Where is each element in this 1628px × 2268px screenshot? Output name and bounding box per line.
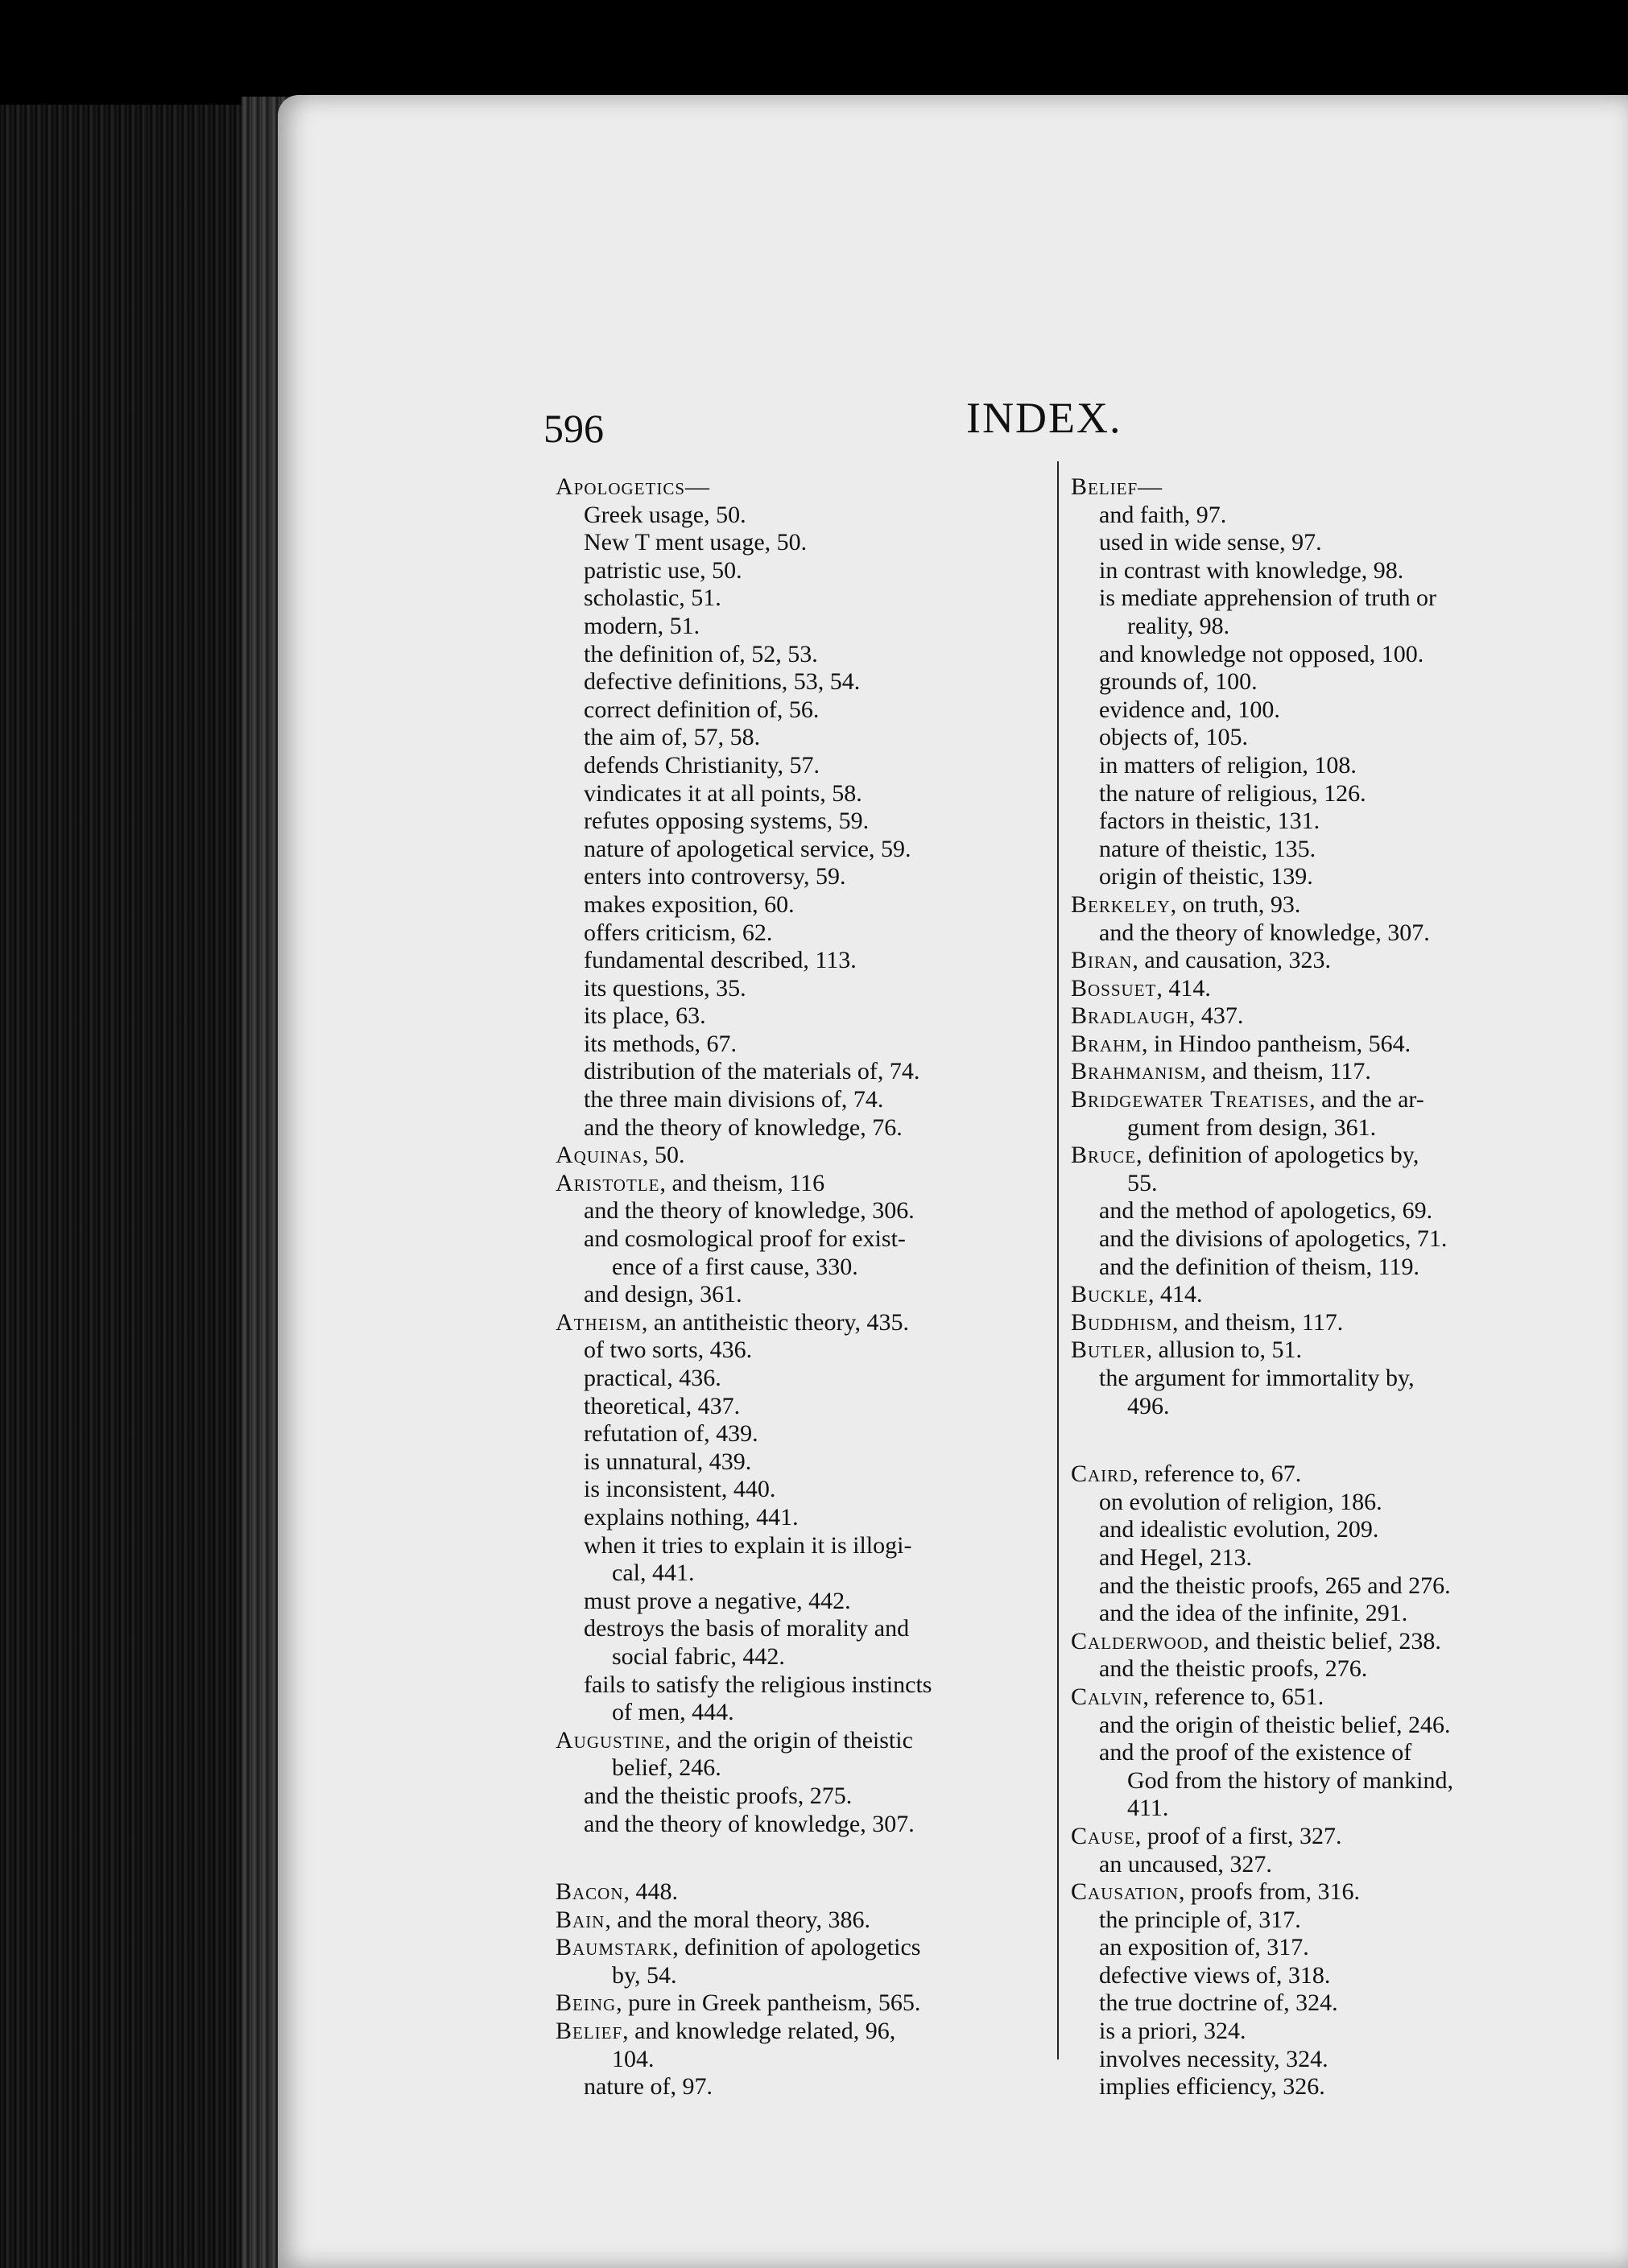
- index-heading-entry: [1071, 1086, 1578, 1114]
- index-subentry: [1071, 1712, 1578, 1740]
- index-entry-text: distribution of the materials of, 74.: [584, 1058, 920, 1085]
- index-entry-text: 411.: [1127, 1795, 1169, 1822]
- index-subentry: [1071, 752, 1578, 780]
- index-headword: Biran: [1071, 947, 1133, 974]
- index-entry-text: , proof of a first, 327.: [1134, 1822, 1342, 1849]
- index-heading-entry: [1071, 1142, 1578, 1170]
- index-entry-text: , and the ar-: [1309, 1086, 1424, 1113]
- index-entry-text: is inconsistent, 440.: [584, 1476, 776, 1503]
- index-headword: Bridgewater Treatises: [1071, 1086, 1310, 1113]
- index-entry-text: , reference to, 651.: [1142, 1683, 1324, 1710]
- index-entry-text: , on truth, 93.: [1170, 890, 1301, 918]
- index-subentry: [1071, 641, 1578, 669]
- index-entry-text: , an antitheistic theory, 435.: [641, 1308, 909, 1336]
- index-headword: Brahmanism: [1071, 1058, 1200, 1085]
- index-entry-text: its methods, 67.: [584, 1030, 738, 1057]
- index-entry-text: the principle of, 317.: [1099, 1906, 1301, 1933]
- index-entry-text: and faith, 97.: [1099, 501, 1227, 528]
- index-entry-text: the nature of religious, 126.: [1099, 779, 1366, 807]
- index-headword: Bacon: [556, 1878, 624, 1906]
- index-subentry: [1071, 1254, 1578, 1282]
- index-entry-text: involves necessity, 324.: [1099, 2045, 1328, 2072]
- index-entry-text: refutes opposing systems, 59.: [584, 808, 870, 835]
- index-entry-text: , 414.: [1156, 974, 1211, 1002]
- index-entry-text: evidence and, 100.: [1099, 696, 1280, 723]
- index-subentry: [1071, 1170, 1578, 1198]
- index-entry-text: , 437.: [1188, 1002, 1244, 1030]
- index-subentry: [1071, 529, 1578, 557]
- index-subentry: [1071, 1516, 1578, 1544]
- index-headword: Atheism: [556, 1308, 642, 1336]
- index-heading-entry: [1071, 1058, 1578, 1086]
- index-entry-text: , definition of apologetics: [672, 1934, 921, 1961]
- index-entry-text: New T ment usage, 50.: [584, 529, 808, 556]
- index-headword: Belief—: [1071, 473, 1163, 500]
- index-headword: Being: [556, 1989, 617, 2017]
- index-subentry: [1071, 1962, 1578, 1990]
- index-entry-text: , and theism, 117.: [1200, 1058, 1371, 1085]
- index-entry-text: , and causation, 323.: [1132, 947, 1331, 974]
- index-entry-text: defective definitions, 53, 54.: [584, 668, 861, 696]
- index-subentry: [1071, 1934, 1578, 1962]
- index-entry-text: must prove a negative, 442.: [584, 1587, 851, 1614]
- index-entry-text: , and knowledge related, 96,: [622, 2018, 896, 2045]
- index-entry-text: nature of theistic, 135.: [1099, 835, 1316, 862]
- index-subentry: [1071, 557, 1578, 585]
- index-subentry: [1071, 1225, 1578, 1254]
- index-entry-text: the true doctrine of, 324.: [1099, 1989, 1338, 2017]
- index-entry-text: fundamental described, 113.: [584, 947, 857, 974]
- index-entry-text: reality, 98.: [1127, 612, 1230, 639]
- index-entry-text: gument from design, 361.: [1127, 1113, 1377, 1141]
- index-entry-text: and Hegel, 213.: [1099, 1543, 1252, 1571]
- index-entry-text: when it tries to explain it is illogi-: [584, 1531, 912, 1559]
- index-entry-text: and design, 361.: [584, 1281, 742, 1308]
- index-entry-text: , and the origin of theistic: [664, 1726, 913, 1754]
- index-entry-text: destroys the basis of morality and: [584, 1615, 910, 1642]
- page-header: [278, 300, 1628, 451]
- index-entry-text: scholastic, 51.: [584, 585, 721, 612]
- book-spine: [0, 105, 242, 2268]
- index-subentry: [1071, 613, 1578, 641]
- index-heading-entry: [1071, 1309, 1578, 1337]
- index-entry-text: theoretical, 437.: [584, 1392, 741, 1419]
- index-entry-text: social fabric, 442.: [612, 1642, 785, 1670]
- index-entry-text: , and theism, 117.: [1172, 1308, 1344, 1336]
- index-heading-entry: [1071, 1281, 1578, 1309]
- index-entry-text: , pure in Greek pantheism, 565.: [616, 1989, 921, 2017]
- index-entry-text: offers criticism, 62.: [584, 919, 773, 946]
- index-entry-text: , proofs from, 316.: [1179, 1878, 1360, 1906]
- index-subentry: [1071, 1365, 1578, 1393]
- index-entry-text: vindicates it at all points, 58.: [584, 779, 862, 807]
- index-entry-text: used in wide sense, 97.: [1099, 529, 1322, 556]
- index-subentry: [1071, 1851, 1578, 1879]
- index-subentry: [1071, 863, 1578, 891]
- index-subentry: [1071, 1600, 1578, 1628]
- index-entry-text: , 448.: [623, 1878, 679, 1906]
- index-entry-text: is a priori, 324.: [1099, 2018, 1246, 2045]
- index-headword: Causation: [1071, 1878, 1180, 1906]
- index-subentry: [1071, 2046, 1578, 2074]
- index-entry-text: 496.: [1127, 1392, 1170, 1419]
- index-headword: Calderwood: [1071, 1627, 1204, 1655]
- index-entry-text: , in Hindoo pantheism, 564.: [1142, 1030, 1411, 1057]
- index-entry-text: defends Christianity, 57.: [584, 751, 820, 779]
- index-subentry: [1071, 2018, 1578, 2046]
- index-entry-text: the aim of, 57, 58.: [584, 724, 761, 751]
- entry-gap: [1071, 1420, 1578, 1460]
- index-entry-text: the three main divisions of, 74.: [584, 1086, 884, 1113]
- index-headword: Belief: [556, 2018, 623, 2045]
- index-entry-text: an uncaused, 327.: [1099, 1850, 1272, 1878]
- index-headword: Buddhism: [1071, 1308, 1173, 1336]
- index-subentry: [1071, 1489, 1578, 1517]
- index-entry-text: ence of a first cause, 330.: [612, 1253, 858, 1280]
- index-entry-text: belief, 246.: [612, 1754, 721, 1782]
- index-entry-text: , and the moral theory, 386.: [605, 1906, 870, 1933]
- index-page: [278, 95, 1628, 2268]
- page-number: 596: [543, 406, 604, 451]
- index-entry-text: the argument for immortality by,: [1099, 1365, 1415, 1391]
- index-subentry: [1071, 780, 1578, 808]
- index-entry-text: , 414.: [1148, 1281, 1203, 1308]
- index-entry-text: and the definition of theism, 119.: [1099, 1253, 1419, 1280]
- index-subentry: [1071, 1655, 1578, 1683]
- index-heading-entry: [1071, 1031, 1578, 1059]
- index-entry-text: and the theistic proofs, 275.: [584, 1782, 853, 1809]
- index-heading-entry: [1071, 1823, 1578, 1851]
- index-column-right: [1071, 473, 1578, 2101]
- index-entry-text: implies efficiency, 326.: [1099, 2073, 1325, 2101]
- index-entry-text: God from the history of mankind,: [1127, 1766, 1453, 1794]
- index-entry-text: in contrast with knowledge, 98.: [1099, 556, 1404, 584]
- index-subentry: [1071, 1989, 1578, 2018]
- index-subentry: [1071, 919, 1578, 948]
- index-entry-text: 55.: [1127, 1169, 1158, 1196]
- index-headword: Bain: [556, 1906, 605, 1933]
- index-headword: Butler: [1071, 1336, 1147, 1364]
- index-headword: Bossuet: [1071, 974, 1157, 1002]
- index-entry-text: enters into controversy, 59.: [584, 863, 846, 890]
- index-entry-text: nature of, 97.: [584, 2073, 713, 2101]
- index-subentry: [1071, 1197, 1578, 1225]
- index-subentry: [1071, 1572, 1578, 1601]
- index-entry-text: , definition of apologetics by,: [1136, 1142, 1419, 1169]
- index-heading-entry: [1071, 1336, 1578, 1365]
- index-headword: Calvin: [1071, 1683, 1143, 1710]
- index-entry-text: of men, 444.: [612, 1699, 734, 1726]
- index-heading-entry: [1071, 1683, 1578, 1712]
- index-entry-text: and the theory of knowledge, 307.: [584, 1810, 915, 1837]
- index-entry-text: its questions, 35.: [584, 974, 746, 1002]
- index-entry-text: correct definition of, 56.: [584, 696, 820, 723]
- index-entry-text: makes exposition, 60.: [584, 890, 795, 918]
- index-entry-text: its place, 63.: [584, 1002, 706, 1030]
- index-headword: Aquinas: [556, 1142, 643, 1169]
- index-entry-text: and the idea of the infinite, 291.: [1099, 1600, 1408, 1627]
- index-entry-text: , and theism, 116: [659, 1169, 825, 1196]
- index-headword: Bradlaugh: [1071, 1002, 1189, 1030]
- index-heading-entry: [1071, 947, 1578, 975]
- index-entry-text: cal, 441.: [612, 1560, 695, 1587]
- index-entry-text: and cosmological proof for exist-: [584, 1225, 906, 1253]
- index-subentry: [1071, 502, 1578, 530]
- index-entry-text: in matters of religion, 108.: [1099, 751, 1357, 779]
- index-headword: Bruce: [1071, 1142, 1137, 1169]
- index-subentry: [1071, 836, 1578, 864]
- index-headword: Caird: [1071, 1460, 1133, 1488]
- index-headword: Cause: [1071, 1822, 1135, 1849]
- index-subentry: [1071, 1767, 1578, 1795]
- index-entry-text: refutation of, 439.: [584, 1420, 758, 1448]
- index-entry-text: on evolution of religion, 186.: [1099, 1488, 1382, 1515]
- index-entry-text: is unnatural, 439.: [584, 1448, 752, 1475]
- index-heading-entry: [1071, 1628, 1578, 1656]
- index-heading-entry: [1071, 1002, 1578, 1031]
- index-entry-text: , 50.: [643, 1142, 685, 1169]
- index-heading-entry: [1071, 473, 1578, 502]
- index-entry-text: and the proof of the existence of: [1099, 1739, 1412, 1766]
- index-entry-text: Greek usage, 50.: [584, 501, 746, 528]
- index-headword: Brahm: [1071, 1030, 1142, 1057]
- index-subentry: [1071, 1544, 1578, 1572]
- index-headword: Apologetics—: [556, 473, 711, 500]
- index-entry-text: , reference to, 67.: [1132, 1460, 1302, 1488]
- page-title: INDEX.: [966, 394, 1122, 442]
- index-heading-entry: [1071, 975, 1578, 1003]
- index-entry-text: practical, 436.: [584, 1365, 721, 1391]
- index-heading-entry: [1071, 1460, 1578, 1489]
- index-entry-text: is mediate apprehension of truth or: [1099, 585, 1437, 612]
- index-subentry: [1071, 1907, 1578, 1935]
- index-entry-text: patristic use, 50.: [584, 556, 742, 584]
- index-entry-text: modern, 51.: [584, 612, 700, 639]
- index-headword: Aristotle: [556, 1169, 660, 1196]
- index-subentry: [1071, 1114, 1578, 1142]
- index-headword: Buckle: [1071, 1281, 1149, 1308]
- index-subentry: [1071, 696, 1578, 725]
- index-entry-text: and the theistic proofs, 265 and 276.: [1099, 1572, 1451, 1599]
- index-subentry: [1071, 724, 1578, 752]
- index-entry-text: , and theistic belief, 238.: [1203, 1627, 1441, 1655]
- index-entry-text: explains nothing, 441.: [584, 1503, 799, 1531]
- index-subentry: [1071, 2073, 1578, 2101]
- index-entry-text: and the method of apologetics, 69.: [1099, 1197, 1433, 1225]
- index-entry-text: objects of, 105.: [1099, 724, 1248, 751]
- index-entry-text: 104.: [612, 2045, 655, 2072]
- index-headword: Augustine: [556, 1726, 665, 1754]
- index-entry-text: grounds of, 100.: [1099, 668, 1258, 696]
- index-subentry: [1071, 585, 1578, 613]
- index-entry-text: and the theistic proofs, 276.: [1099, 1655, 1368, 1683]
- index-entry-text: defective views of, 318.: [1099, 1961, 1331, 1989]
- index-heading-entry: [1071, 891, 1578, 919]
- index-subentry: [1071, 1739, 1578, 1767]
- index-entry-text: and the theory of knowledge, 76.: [584, 1113, 903, 1141]
- index-headword: Berkeley: [1071, 890, 1171, 918]
- index-entry-text: and the theory of knowledge, 307.: [1099, 919, 1430, 946]
- index-entry-text: and the origin of theistic belief, 246.: [1099, 1711, 1451, 1738]
- index-entry-text: fails to satisfy the religious instincts: [584, 1671, 932, 1698]
- index-entry-text: of two sorts, 436.: [584, 1336, 753, 1364]
- index-entry-text: the definition of, 52, 53.: [584, 640, 818, 667]
- index-entry-text: nature of apologetical service, 59.: [584, 835, 911, 862]
- index-subentry: [1071, 1393, 1578, 1421]
- index-entry-text: an exposition of, 317.: [1099, 1934, 1309, 1961]
- index-entry-text: , allusion to, 51.: [1146, 1336, 1303, 1364]
- index-heading-entry: [1071, 1878, 1578, 1907]
- index-entry-text: by, 54.: [612, 1961, 677, 1989]
- index-entry-text: origin of theistic, 139.: [1099, 863, 1313, 890]
- index-subentry: [1071, 668, 1578, 696]
- index-entry-text: factors in theistic, 131.: [1099, 808, 1320, 835]
- index-subentry: [1071, 1795, 1578, 1823]
- index-entry-text: and the divisions of apologetics, 71.: [1099, 1225, 1448, 1253]
- index-entry-text: and idealistic evolution, 209.: [1099, 1516, 1379, 1543]
- index-headword: Baumstark: [556, 1934, 673, 1961]
- index-subentry: [1071, 808, 1578, 836]
- index-entry-text: and knowledge not opposed, 100.: [1099, 640, 1424, 667]
- index-entry-text: and the theory of knowledge, 306.: [584, 1197, 915, 1225]
